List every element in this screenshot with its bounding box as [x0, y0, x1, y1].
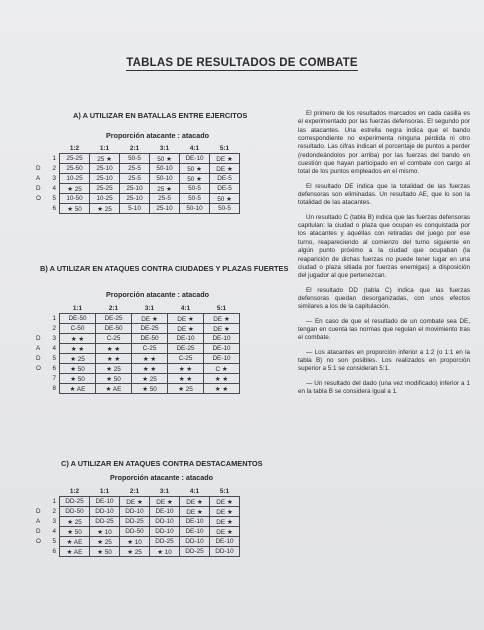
- note-paragraph: El primero de los resultados marcados en cada casilla es el experimentado por las fuerzas defensoras. El segundo por las atacantes. Una estrella negra indica que el bando correspondiente no experimenta ninguna pérdida ni otro resultado. Las cifras indican el porcentaje de puntos a perder (redondeándolos por arriba) por las fuerzas del bando en cuestión que hayan participado en el combate con cargo al total de los puntos empleados en el mismo.: [298, 110, 470, 176]
- ratio-header: 4:1: [189, 145, 200, 152]
- table-row: [36, 354, 240, 364]
- result-cell: DE ★: [120, 497, 150, 507]
- dado-letter: A: [36, 345, 41, 352]
- table-c-subheading: Proporción atacante : atacado: [110, 473, 214, 482]
- die-roll: 2: [52, 508, 56, 515]
- result-cell: ★ 10: [120, 537, 150, 547]
- ratio-header: 2:1: [129, 145, 140, 152]
- result-cell: ★ ★: [168, 374, 204, 384]
- table-a-subheading: Proporción atacante : atacado: [106, 131, 210, 140]
- result-cell: 50-10: [180, 204, 210, 214]
- result-cell: DE-5: [210, 174, 240, 184]
- table-row: [36, 364, 240, 374]
- header-spacer: [36, 487, 46, 497]
- result-cell: DE-50: [60, 314, 96, 324]
- die-roll: 1: [52, 315, 56, 322]
- result-cell: ★ 50: [60, 204, 90, 214]
- result-cell: DE-50: [96, 324, 132, 334]
- result-cell: DD-25: [150, 537, 180, 547]
- result-cell: DD-10: [90, 507, 120, 517]
- result-cell: ★ 50: [60, 374, 96, 384]
- result-cell: ★ AE: [96, 384, 132, 394]
- dado-letter: [36, 374, 46, 384]
- ratio-header: 5:1: [216, 305, 227, 312]
- table-header-row: [36, 487, 240, 497]
- dado-letter: D: [36, 335, 41, 342]
- result-cell: ★ 25: [120, 547, 150, 557]
- result-cell: ★ ★: [204, 374, 240, 384]
- result-cell: DE ★: [210, 527, 240, 537]
- die-roll: 4: [52, 185, 56, 192]
- table-header-row: [36, 304, 240, 314]
- table-row: [36, 184, 240, 194]
- ratio-header: 1:1: [99, 488, 110, 495]
- result-cell: ★ ★: [60, 334, 96, 344]
- result-cell: DD-50: [60, 507, 90, 517]
- result-cell: ★ ★: [96, 354, 132, 364]
- result-cell: 25-10: [90, 174, 120, 184]
- dado-letter: O: [36, 365, 41, 372]
- result-cell: 10-25: [60, 174, 90, 184]
- result-cell: DE-10: [204, 334, 240, 344]
- combat-table-a: [36, 144, 240, 214]
- dado-letter: [36, 497, 46, 507]
- result-cell: DE ★: [168, 314, 204, 324]
- die-roll: 3: [52, 335, 56, 342]
- result-cell: DE-10: [204, 344, 240, 354]
- die-roll: 6: [52, 365, 56, 372]
- table-row: [36, 384, 240, 394]
- result-cell: ★ ★: [168, 364, 204, 374]
- result-cell: ★ AE: [60, 537, 90, 547]
- result-cell: DE-25: [132, 324, 168, 334]
- result-cell: C-25: [132, 344, 168, 354]
- result-cell: ★ ★: [132, 354, 168, 364]
- result-cell: DE-10: [168, 334, 204, 344]
- dado-letter: A: [36, 518, 41, 525]
- table-row: [36, 314, 240, 324]
- dado-letter: D: [36, 508, 41, 515]
- die-roll: 5: [52, 538, 56, 545]
- table-b-subheading: Proporción atacante : atacado: [106, 290, 210, 299]
- result-cell: ★ ★: [132, 364, 168, 374]
- result-cell: 50-5: [210, 204, 240, 214]
- result-cell: 25-10: [120, 184, 150, 194]
- note-paragraph: El resultado DE indica que la totalidad de las fuerzas defensoras son eliminadas. Un resultado AE, que lo son la totalidad de las atacantes.: [298, 182, 470, 207]
- table-row: [36, 507, 240, 517]
- result-cell: ★ 25: [60, 184, 90, 194]
- result-cell: 5-10: [120, 204, 150, 214]
- header-spacer: [36, 304, 46, 314]
- result-cell: DE-10: [150, 507, 180, 517]
- result-cell: DD-10: [180, 537, 210, 547]
- result-cell: DE ★: [210, 164, 240, 174]
- header-spacer: [46, 144, 60, 154]
- result-cell: 25-10: [90, 164, 120, 174]
- result-cell: ★ 25: [90, 204, 120, 214]
- table-row: [36, 497, 240, 507]
- result-cell: ★ AE: [60, 547, 90, 557]
- result-cell: ★ ★: [96, 344, 132, 354]
- result-cell: 10-25: [90, 194, 120, 204]
- table-row: [36, 324, 240, 334]
- result-cell: DE-25: [96, 314, 132, 324]
- result-cell: DE ★: [150, 497, 180, 507]
- die-roll: 8: [52, 385, 56, 392]
- result-cell: ★ 50: [96, 374, 132, 384]
- dado-letter: [36, 204, 46, 214]
- result-cell: C-25: [96, 334, 132, 344]
- result-cell: ★ 25: [132, 374, 168, 384]
- result-cell: DD-25: [120, 517, 150, 527]
- die-roll: 4: [52, 345, 56, 352]
- result-cell: 50-10: [150, 164, 180, 174]
- result-cell: C ★: [204, 364, 240, 374]
- ratio-header: 3:1: [159, 488, 170, 495]
- result-cell: DE ★: [180, 497, 210, 507]
- die-roll: 1: [52, 498, 56, 505]
- result-cell: 25-25: [60, 154, 90, 164]
- ratio-header: 1:1: [99, 145, 110, 152]
- result-cell: DE-10: [210, 537, 240, 547]
- dado-letter: D: [36, 185, 41, 192]
- result-cell: ★ 50: [90, 547, 120, 557]
- note-paragraph: El resultado DD (tabla C) indica que las fuerzas defensoras quedan desorganizadas, con unos efectos similares a los de la capitulación.: [298, 286, 470, 311]
- result-cell: ★ ★: [60, 344, 96, 354]
- note-paragraph: Un resultado C (tabla B) indica que las fuerzas defensoras capitulan: la ciudad o plaza que ocupan es conquistada por los atacantes y aquéllas con retiradas del juego por ese turno, reapareciendo al comienzo del turno siguiente en algún punto próximo a la ciudad que ocupaban (la reaparición de dichas fuerzas no puede tener lugar en una ciudad o plaza sitiada por fuerzas enemigas) a disposición del jugador al que pertenezcan.: [298, 213, 470, 280]
- table-a-heading: A) A UTILIZAR EN BATALLAS ENTRE EJERCITOS: [73, 111, 248, 120]
- result-cell: 25-10: [120, 194, 150, 204]
- page-title: TABLAS DE RESULTADOS DE COMBATE: [126, 57, 358, 69]
- result-cell: DD-10: [120, 507, 150, 517]
- result-cell: DE-10: [180, 154, 210, 164]
- result-cell: DD-10: [150, 517, 180, 527]
- ratio-header: 1:2: [69, 145, 80, 152]
- result-cell: ★ 25: [60, 517, 90, 527]
- result-cell: DE-10: [180, 527, 210, 537]
- result-cell: 25 ★: [90, 154, 120, 164]
- die-roll: 1: [52, 155, 56, 162]
- die-roll: 7: [52, 375, 56, 382]
- result-cell: DD-10: [210, 547, 240, 557]
- ratio-header: 4:1: [180, 305, 191, 312]
- dado-letter: [36, 154, 46, 164]
- result-cell: 25-5: [120, 164, 150, 174]
- ratio-header: 1:1: [72, 305, 83, 312]
- result-cell: ★ 10: [90, 527, 120, 537]
- die-roll: 6: [52, 205, 56, 212]
- ratio-header: 3:1: [144, 305, 155, 312]
- note-paragraph: — En caso de que el resultado de un combate sea DE, tengan en cuenta las normas que regulan el movimiento tras el combate.: [298, 317, 470, 342]
- die-roll: 5: [52, 355, 56, 362]
- table-row: [36, 517, 240, 527]
- result-cell: ★ 10: [150, 547, 180, 557]
- header-spacer: [46, 304, 60, 314]
- notes-column: [298, 110, 470, 402]
- header-spacer: [46, 487, 60, 497]
- result-cell: 50-5: [120, 154, 150, 164]
- result-cell: DE ★: [210, 154, 240, 164]
- result-cell: DE ★: [204, 324, 240, 334]
- result-cell: DE ★: [180, 507, 210, 517]
- die-roll: 4: [52, 528, 56, 535]
- table-header-row: [36, 144, 240, 154]
- result-cell: DD-25: [90, 517, 120, 527]
- dado-letter: A: [36, 175, 41, 182]
- result-cell: DE-25: [168, 344, 204, 354]
- table-row: [36, 344, 240, 354]
- result-cell: DD-10: [150, 527, 180, 537]
- result-cell: ★ 50: [60, 527, 90, 537]
- result-cell: DE ★: [132, 314, 168, 324]
- result-cell: ★ 25: [90, 537, 120, 547]
- die-roll: 2: [52, 165, 56, 172]
- ratio-header: 5:1: [219, 145, 230, 152]
- result-cell: 25-25: [90, 184, 120, 194]
- dado-letter: D: [36, 165, 41, 172]
- note-paragraph: — Un resultado del dado (una vez modificado) inferior a 1 en la tabla B se considera igual a 1.: [298, 379, 470, 395]
- result-cell: 25-5: [150, 194, 180, 204]
- result-cell: ★ 50: [132, 384, 168, 394]
- table-row: [36, 174, 240, 184]
- table-row: [36, 164, 240, 174]
- dado-letter: [36, 314, 46, 324]
- die-roll: 3: [52, 175, 56, 182]
- result-cell: DE-10: [180, 517, 210, 527]
- dado-letter: [36, 324, 46, 334]
- dado-letter: D: [36, 355, 41, 362]
- result-cell: DD-25: [180, 547, 210, 557]
- result-cell: DE-10: [90, 497, 120, 507]
- table-row: [36, 374, 240, 384]
- result-cell: DD-25: [60, 497, 90, 507]
- dado-letter: O: [36, 538, 41, 545]
- result-cell: 50 ★: [180, 164, 210, 174]
- result-cell: DE ★: [210, 497, 240, 507]
- result-cell: 50 ★: [210, 194, 240, 204]
- table-row: [36, 537, 240, 547]
- result-cell: C-50: [60, 324, 96, 334]
- table-row: [36, 334, 240, 344]
- result-cell: ★ ★: [204, 384, 240, 394]
- table-b-heading: B) A UTILIZAR EN ATAQUES CONTRA CIUDADES Y PLAZAS FUERTES: [40, 264, 289, 273]
- dado-letter: [36, 384, 46, 394]
- result-cell: DE ★: [210, 507, 240, 517]
- result-cell: 50-5: [180, 194, 210, 204]
- result-cell: DE ★: [204, 314, 240, 324]
- ratio-header: 1:2: [69, 488, 80, 495]
- ratio-header: 5:1: [219, 488, 230, 495]
- result-cell: ★ 25: [60, 354, 96, 364]
- result-cell: ★ AE: [60, 384, 96, 394]
- table-row: [36, 527, 240, 537]
- result-cell: DE-50: [132, 334, 168, 344]
- table-row: [36, 194, 240, 204]
- die-roll: 2: [52, 325, 56, 332]
- result-cell: 25-50: [60, 164, 90, 174]
- result-cell: 25 ★: [150, 184, 180, 194]
- result-cell: DD-50: [120, 527, 150, 537]
- result-cell: 50-5: [180, 184, 210, 194]
- result-cell: 10-50: [60, 194, 90, 204]
- table-row: [36, 204, 240, 214]
- result-cell: DE-10: [204, 354, 240, 364]
- result-cell: 25-5: [120, 174, 150, 184]
- result-cell: DE ★: [168, 324, 204, 334]
- die-roll: 5: [52, 195, 56, 202]
- combat-table-b: [36, 304, 240, 394]
- ratio-header: 3:1: [159, 145, 170, 152]
- table-c-heading: C) A UTILIZAR EN ATAQUES CONTRA DESTACAMENTOS: [61, 459, 263, 468]
- result-cell: ★ 25: [96, 364, 132, 374]
- ratio-header: 2:1: [108, 305, 119, 312]
- result-cell: 25-10: [150, 204, 180, 214]
- result-cell: 50 ★: [180, 174, 210, 184]
- ratio-header: 4:1: [189, 488, 200, 495]
- die-roll: 3: [52, 518, 56, 525]
- result-cell: DE ★: [210, 517, 240, 527]
- note-paragraph: — Los atacantes en proporción inferior a 1:2 (o 1:1 en la tabla B) no son posibles. Los realizados en proporción superior a 5:1 se consideran 5:1.: [298, 348, 470, 373]
- combat-table-c: [36, 487, 240, 557]
- ratio-header: 2:1: [129, 488, 140, 495]
- result-cell: 50 ★: [150, 154, 180, 164]
- dado-letter: D: [36, 528, 41, 535]
- result-cell: DE-5: [210, 184, 240, 194]
- die-roll: 6: [52, 548, 56, 555]
- dado-letter: [36, 547, 46, 557]
- table-row: [36, 154, 240, 164]
- result-cell: ★ 25: [168, 384, 204, 394]
- dado-letter: O: [36, 195, 41, 202]
- header-spacer: [36, 144, 46, 154]
- result-cell: C-25: [168, 354, 204, 364]
- table-row: [36, 547, 240, 557]
- result-cell: ★ 50: [60, 364, 96, 374]
- result-cell: 50-10: [150, 174, 180, 184]
